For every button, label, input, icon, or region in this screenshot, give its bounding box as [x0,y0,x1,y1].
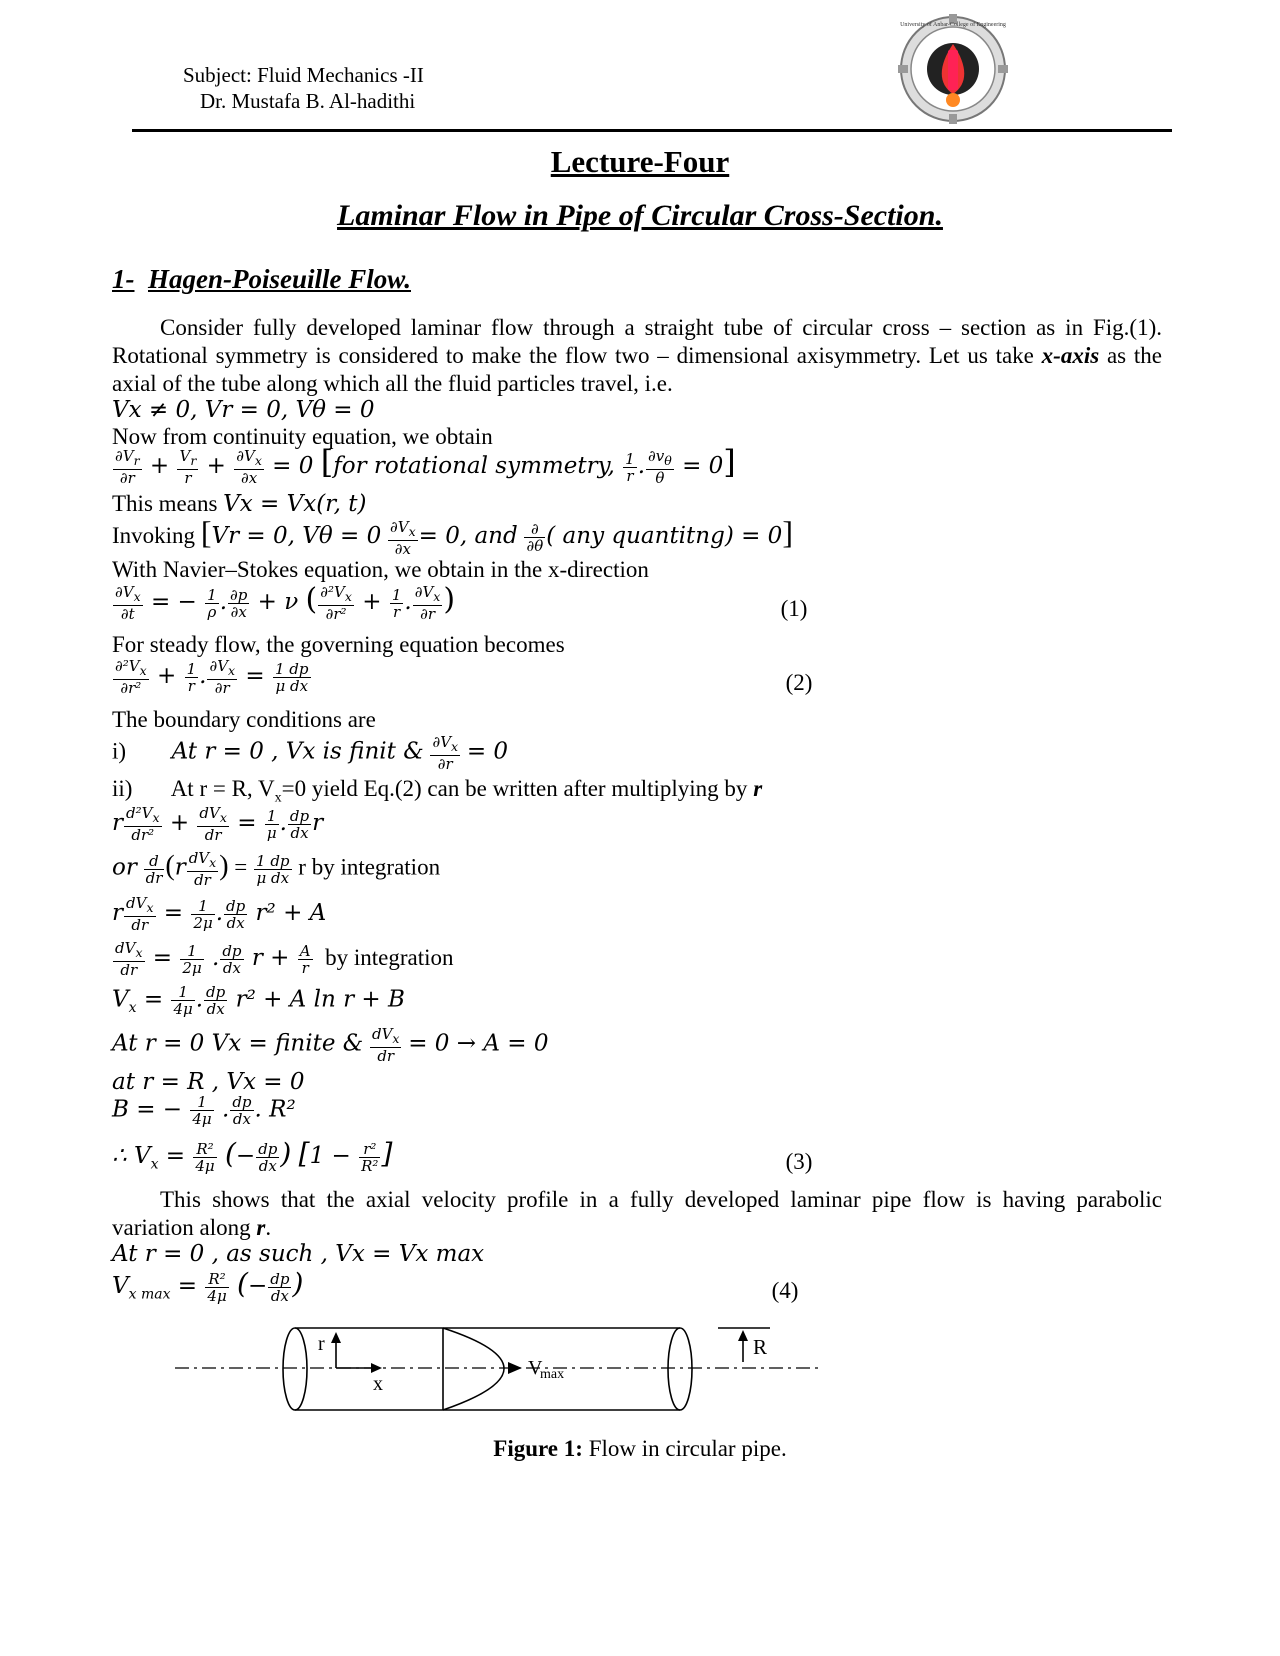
subject-line: Subject: Fluid Mechanics -II [183,63,424,87]
equation-number-4: (4) [771,1278,799,1303]
integration-equation-1: or $\frac{d}{dr}$ (r $\frac{dV_x}{dr}$ ) = $\frac{1 dp}{\text{μ dx}}$ r by integration [112,849,441,889]
author-line: Dr. Mustafa B. Al-hadithi [200,89,416,113]
lecture-title: Lecture-Four [550,144,730,179]
max-velocity-condition: At r = 0 , as such , Vx = Vx max [112,1241,485,1267]
pipe-figure [170,1310,830,1430]
svg-text:r: r [318,1333,325,1355]
first-integral: r $\frac{dV_x}{dr}$ = $\frac{1}{2\mu}$ . $\frac{dp}{dx}$ r² + A [112,894,327,934]
condition-rR: at r = R , Vx = 0 [112,1069,305,1095]
pipe-outlet-ellipse [668,1328,692,1410]
svg-text:V: V [528,1357,543,1379]
intro-paragraph: Consider fully developed laminar flow through a straight tube of circular cross – section as in Fig.(1). Rotational symmetry is considered to make the flow two – dimensional axisymmetry. Let us take x-axis as the axial of the tube along which all the fluid particles travel, i.e. [112,315,1162,396]
university-logo [898,14,1008,124]
svg-text:x: x [373,1373,383,1395]
navier-text: With Navier–Stokes equation, we obtain in the x-direction [112,557,649,582]
multiplied-equation: r $\frac{d^2V_x}{\text{dr²}}$ + $\frac{dV_x}{dr}$ = $\frac{1}{\mu}$ . $\frac{dp}{dx}$ r [112,804,324,844]
conclusion-paragraph: This shows that the axial velocity profile in a fully developed laminar pipe flow is having parabolic variation along r. [112,1187,1162,1240]
svg-text:University of Anbar-College of: University of Anbar-College of Engineering [900,22,1006,28]
svg-text:R: R [753,1335,768,1359]
derivative-equation: $\frac{dV_x}{dr}$ = $\frac{1}{2\mu}$ . $\frac{dp}{dx}$ r + $\frac{A}{r}$ by integration [115,939,454,979]
lecture-subtitle: Laminar Flow in Pipe of Circular Cross-Section. [337,199,943,232]
equation-number-2: (2) [785,670,813,695]
section-title: Hagen-Poiseuille Flow. [148,264,411,294]
equation-number-3: (3) [785,1149,813,1174]
header-rule [132,129,1172,132]
invoking-line: Invoking [Vr = 0, Vθ = 0 $\frac{\partial V_x}{\partial x}$ = 0, and $\frac{\partial}{\partial\theta}$ ( any quantitng) = 0] [112,514,793,558]
navier-equation: $\frac{\partial V_x}{\partial t}$ = − $\frac{1}{\rho}$ . $\frac{\partial p}{\partial x}$ + ν ( $\frac{\partial^2V_x}{\text{∂r²}}$ + $\frac{1}{r}$ . $\frac{\partial V_x}{\partial r}$ ) [115,582,456,623]
boundary-text: The boundary conditions are [112,707,376,732]
pipe-inlet-ellipse [283,1328,307,1410]
max-velocity-equation: $V_{x max}$ = $\frac{\text{R²}}{4\mu}$ (− $\frac{dp}{dx}$ ) [112,1267,304,1305]
general-solution: $V_x$ = $\frac{1}{4\mu}$ . $\frac{dp}{dx}$ r² + A ln r + B [112,983,405,1018]
continuity-equation: $\frac{\partial V_r}{\partial r}$ + $\frac{V_r}{r}$ + $\frac{\partial V_x}{\partial x}$ = 0 [for rotational symmetry, $\frac{1}{r}$ . $\frac{\partial v_\theta}{\theta}$ = 0] [115,443,736,487]
boundary-condition-1: i) At r = 0 , Vx is finit & $\frac{\partial V_x}{\partial r}$ = 0 [112,733,509,773]
section-number: 1- [112,264,135,294]
svg-text:max: max [540,1367,565,1382]
steady-equation: $\frac{\partial^2V_x}{\text{∂r²}}$ + $\frac{1}{r}$ . $\frac{\partial V_x}{\partial r}$ = $\frac{1 dp}{\text{μ dx}}$ [115,657,309,697]
equation-number-1: (1) [780,596,808,621]
constant-B: B = − $\frac{1}{4\mu}$ . $\frac{dp}{dx}$ . R² [112,1093,296,1128]
this-means-line: This means Vx = Vx(r, t) [112,491,367,517]
velocity-components: Vx ≠ 0, Vr = 0, Vθ = 0 [112,397,375,423]
section-heading [112,264,411,295]
figure-caption: Figure 1: Flow in circular pipe. [493,1436,787,1461]
steady-text: For steady flow, the governing equation becomes [112,632,565,657]
boundary-condition-2: ii) At r = R, $V_x=0$ yield Eq.(2) can be written after multiplying by r [112,776,763,806]
velocity-profile-equation: ∴ $V_x$ = $\frac{\text{R²}}{4\mu}$ (− $\frac{dp}{dx}$ ) [1 − $\frac{\text{r²}}{\text{R²}}$ ] [112,1137,393,1175]
continuity-text: Now from continuity equation, we obtain [112,424,493,449]
condition-r0: At r = 0 Vx = finite & $\frac{dV_x}{dr}$ = 0 → A = 0 [112,1025,549,1065]
velocity-profile [443,1328,504,1410]
